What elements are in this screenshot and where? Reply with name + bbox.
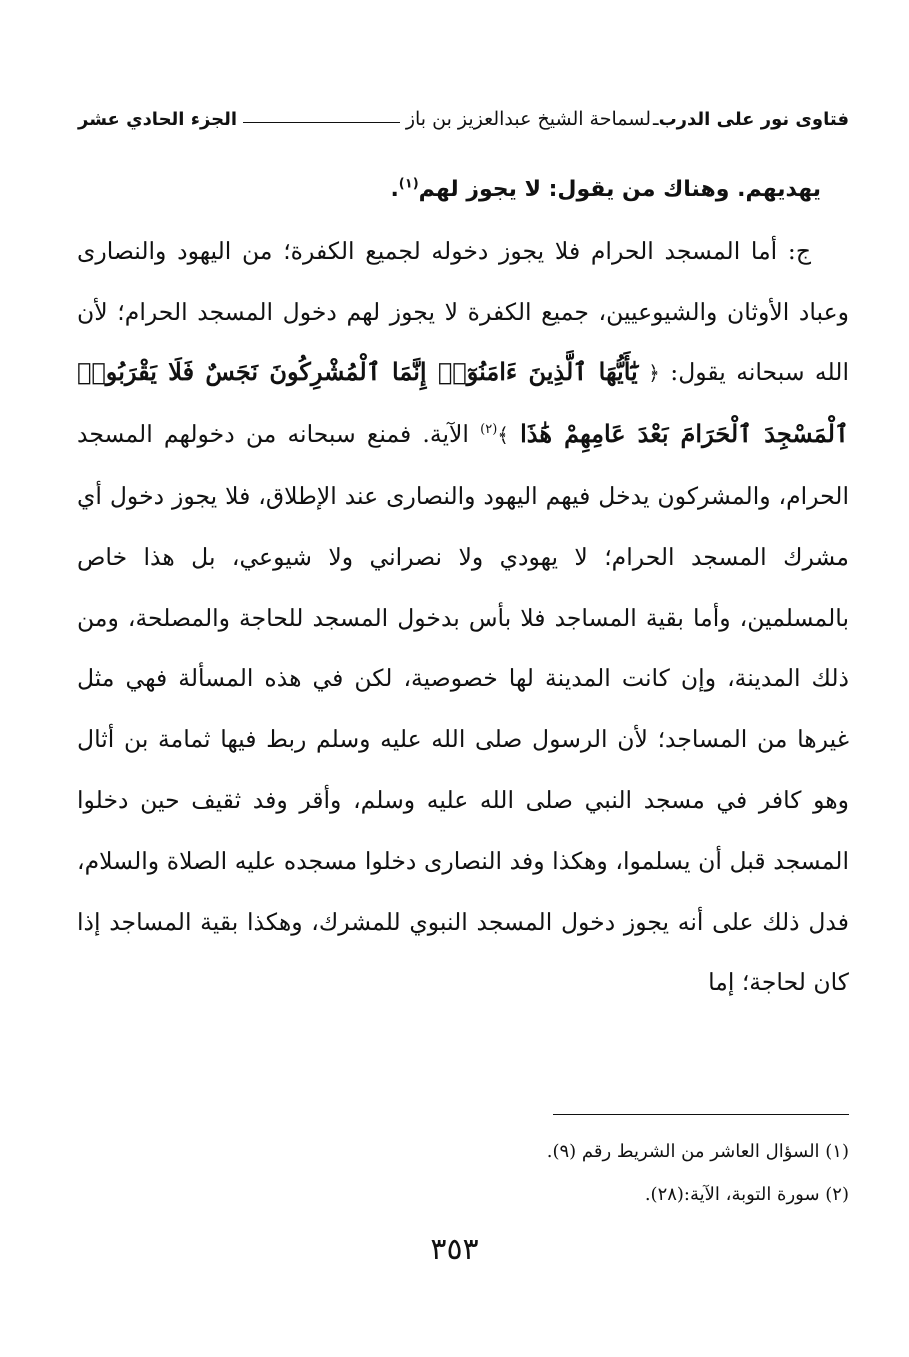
ornament-close: ﴾ xyxy=(497,423,509,448)
running-header xyxy=(78,96,849,130)
answer-paragraph xyxy=(77,221,849,1013)
footnote-ref-2: (٢) xyxy=(480,422,498,438)
footnotes xyxy=(77,1130,849,1216)
answer-start: ج: أما المسجد الحرام فلا يجوز دخوله لجميع الكفرة؛ من اليهود والنصارى وعباد الأوثان والشيوعيين، جميع الكفرة لا يجوز لهم دخول المسجد الحرام؛ لأن الله سبحانه يقول: xyxy=(77,236,849,387)
volume-label: الجزء الحادي عشر xyxy=(78,109,238,130)
header-separator: ـ xyxy=(653,108,659,130)
intro-text: يهديهم. وهناك من يقول: لا يجوز لهم xyxy=(418,177,821,202)
footnote-ref-1: (١) xyxy=(398,176,419,192)
page-number: ٣٥٣ xyxy=(430,1232,479,1267)
book-title: فتاوى نور على الدرب xyxy=(658,109,849,130)
answer-continuation: الآية. فمنع سبحانه من دخولهم المسجد الحرام، والمشركون يدخل فيهم اليهود والنصارى عند الإطلاق، فلا يجوز دخول أي مشرك المسجد الحرام؛ لا يهودي ولا نصراني ولا شيوعي، بل هذا خاص بالمسلمين، وأما بقية المساجد فلا بأس بدخول المسجد للحاجة والمصلحة، ومن ذلك المدينة، وإن كانت المدينة لها خصوصية، لكن في هذه المسألة فهي مثل غيرها من المساجد؛ لأن الرسول صلى الله عليه وسلم ربط فيها ثمامة بن أثال وهو كافر في مسجد النبي صلى الله عليه وسلم، وأقر وفد ثقيف حين دخلوا المسجد قبل أن يسلموا، وهكذا وفد النصارى دخلوا مسجده عليه الصلاة والسلام، فدل ذلك على أنه يجوز دخول المسجد النبوي للمشرك، وهكذا بقية المساجد إذا كان لحاجة؛ إما xyxy=(77,420,850,997)
header-rule xyxy=(243,122,400,123)
footnote-2: (٢) سورة التوبة، الآية:(٢٨). xyxy=(644,1184,849,1205)
quran-verse: يَٰٓأَيُّهَا ٱلَّذِينَ ءَامَنُوٓا۟ إِنَّمَا ٱلْمُشْرِكُونَ نَجَسٌ فَلَا يَقْرَبُوا۟ ٱلْمَسْجِدَ ٱلْحَرَامَ بَعْدَ عَامِهِمْ هَٰذَا xyxy=(77,357,849,449)
ornament-open: ﴿ xyxy=(648,361,660,386)
intro-paragraph xyxy=(77,160,849,221)
footnote-1: (١) السؤال العاشر من الشريط رقم (٩). xyxy=(546,1141,849,1162)
author-name: لسماحة الشيخ عبدالعزيز بن باز xyxy=(405,108,651,130)
footnote-divider xyxy=(553,1114,849,1115)
intro-period: . xyxy=(390,177,399,202)
body-text xyxy=(77,160,849,1013)
